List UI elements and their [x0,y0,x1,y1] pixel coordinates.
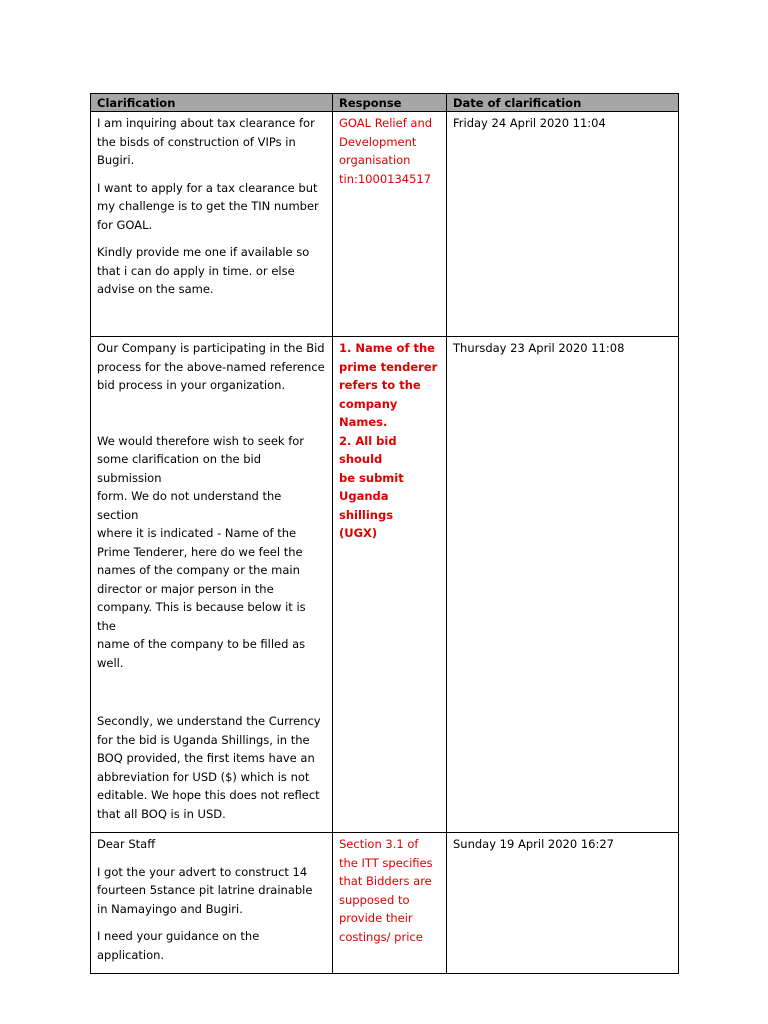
response-cell [333,112,447,337]
header-response: Response [333,94,447,112]
response-cell [333,833,447,974]
table-header-row [91,94,679,112]
table-row [91,337,679,833]
clarification-paragraph: I am inquiring about tax clearance for the bisds of construction of VIPs in Bugiri. [97,116,315,167]
table-row [91,112,679,337]
response-paragraph: Section 3.1 of the ITT specifies that Bidders are supposed to provide their costings/ price [339,837,433,944]
clarification-cell [91,337,333,833]
header-date: Date of clarification [447,94,679,112]
clarification-cell [91,833,333,974]
clarification-paragraph: I got the your advert to construct 14 fourteen 5stance pit latrine drainable in Namayingo and Bugiri. [97,864,313,916]
date-cell: Sunday 19 April 2020 16:27 [447,833,679,974]
response-cell [333,337,447,833]
header-clarification: Clarification [91,94,333,112]
clarification-paragraph: I need your guidance on the application. [97,929,260,962]
response-paragraph: 2. All bid should be submit Uganda shillings (UGX) [339,433,404,540]
date-cell: Thursday 23 April 2020 11:08 [447,337,679,833]
response-paragraph: GOAL Relief and Development organisation tin:1000134517 [339,116,433,186]
date-cell: Friday 24 April 2020 11:04 [447,112,679,337]
clarification-paragraph: We would therefore wish to seek for some clarification on the bid submission form. We do not understand the section where it is indicated - Name of the Prime Tenderer, here do we feel the names of the company or the main director or major person in the company. This is because below it is the name of the company to be filled as well. [97,433,306,670]
clarification-paragraph: Secondly, we understand the Currency for the bid is Uganda Shillings, in the BOQ provided, the first items have an abbreviation for USD ($) which is not editable. We hope this does not reflect that all BOQ is in USD. [97,714,321,821]
table-row [91,833,679,974]
clarification-paragraph: Our Company is participating in the Bid process for the above-named reference bid process in your organization. [97,341,325,392]
clarification-paragraph: I want to apply for a tax clearance but my challenge is to get the TIN number for GOAL. [97,180,319,232]
clarification-paragraph: Dear Staff [97,837,156,851]
clarification-cell [91,112,333,337]
clarification-table [90,93,679,974]
response-paragraph: 1. Name of the prime tenderer refers to the company Names. [339,341,438,429]
clarification-paragraph: Kindly provide me one if available so that i can do apply in time. or else advise on the same. [97,245,310,296]
